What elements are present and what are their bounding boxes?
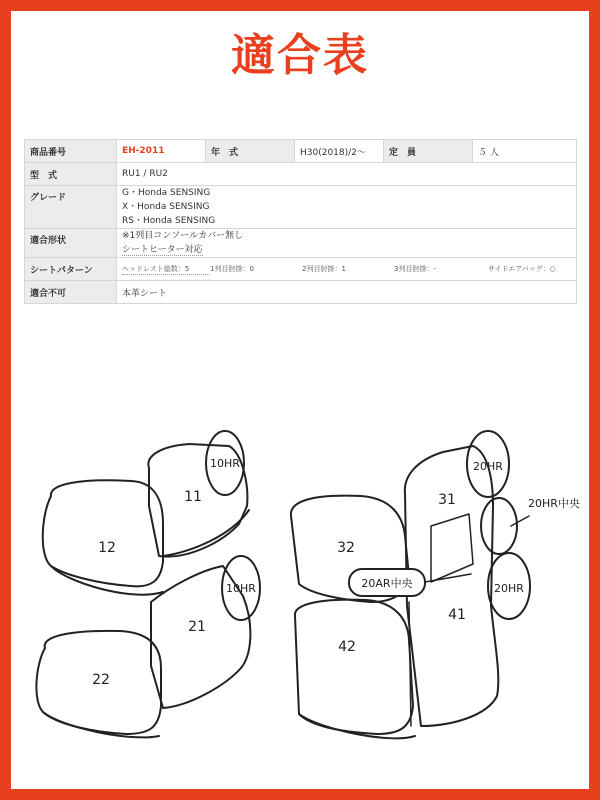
pattern-airbag: サイドエアバッグ：○ [488,264,556,273]
pattern-label: シートパターン [25,258,117,281]
table-row [25,186,577,229]
table-row [25,229,577,258]
label-seat-22: 22 [92,672,110,688]
label-seat-12: 12 [98,540,116,556]
seat-42-shape [295,600,413,734]
armrest-slot [431,514,473,582]
label-seat-32: 32 [337,540,355,556]
label-20hr-center: 20HR中央 [528,497,580,510]
grade-item: X・Honda SENSING [122,202,210,212]
table-row [25,140,577,163]
notfit-value: 本革シート [117,281,577,304]
page-title: 適合表 [231,30,369,81]
seat-divider [409,602,411,726]
seat-22-edge [43,712,159,737]
label-seat-41: 41 [448,607,466,623]
shape-label: 適合形状 [25,229,117,258]
label-seat-31: 31 [438,492,456,508]
notfit-label: 適合不可 [25,281,117,304]
table-row [25,163,577,186]
pattern-row1-armrest: 1列目肘掛：0 [210,264,254,273]
label-seat-42: 42 [338,639,356,655]
seat-diagram [11,406,589,746]
seat-12-shape [43,480,163,586]
table-row [25,281,577,304]
grade-item: G・Honda SENSING [122,188,211,198]
callout-line-20hr-center [511,516,529,526]
label-10hr-top: 10HR [210,457,240,470]
seat-12-edge [51,566,163,595]
product-no-label: 商品番号 [25,140,117,163]
label-seat-21: 21 [188,619,206,635]
spec-table [24,139,577,304]
year-label: 年 式 [206,140,295,163]
shape-item: シートヒーター対応 [122,245,203,255]
capacity-value: ５ 人 [473,140,577,163]
grade-item: RS・Honda SENSING [122,216,216,226]
pattern-headrest: ヘッドレスト総数：5 [122,264,210,275]
seat-42-edge [299,714,415,738]
year-value: H30(2018)/2～ [295,140,384,163]
label-20ar-center: 20AR中央 [361,577,413,590]
label-seat-11: 11 [184,489,202,505]
model-value: RU1 / RU2 [117,163,577,186]
pattern-list [117,258,577,281]
grade-list [117,186,577,229]
grade-label: グレード [25,186,117,229]
pattern-row3-armrest: 3列目肘掛：- [394,264,436,273]
table-row [25,258,577,281]
model-label: 型 式 [25,163,117,186]
product-no: EH-2011 [117,140,206,163]
label-20hr-top: 20HR [473,460,503,473]
label-10hr-bottom: 10HR [226,582,256,595]
page-frame [11,11,589,789]
shape-item: ※1列目コンソールカバー無し [122,231,244,241]
pattern-row2-armrest: 2列目肘掛：1 [302,264,346,273]
seat-11-edge [163,510,249,556]
capacity-label: 定 員 [384,140,473,163]
label-20hr-right: 20HR [494,582,524,595]
shape-list [117,229,577,258]
